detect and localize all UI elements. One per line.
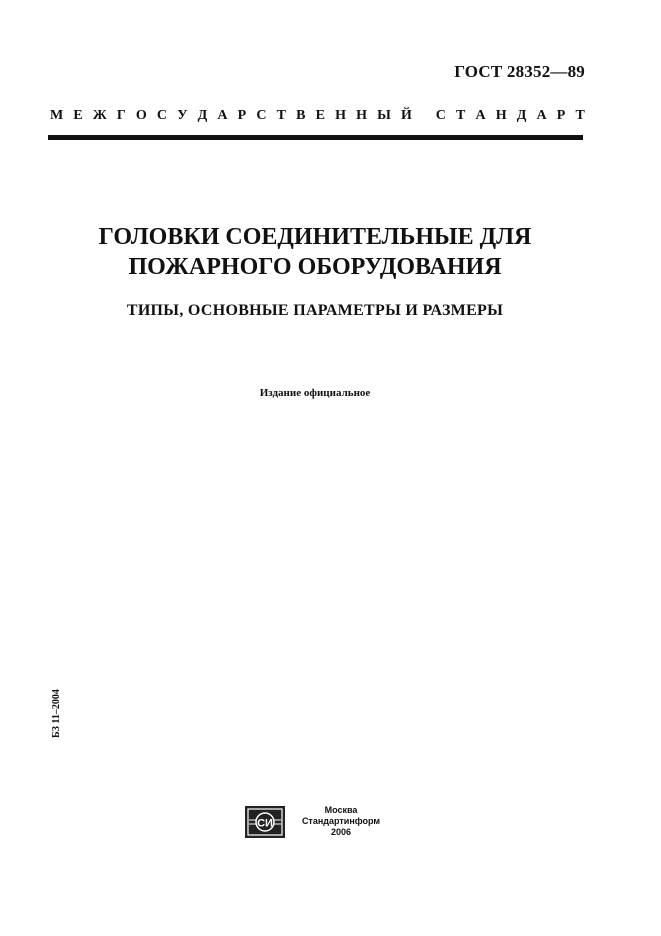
- heading-letter: Н: [495, 108, 507, 123]
- document-code: ГОСТ 28352—89: [454, 62, 585, 81]
- heading-letter: Р: [556, 108, 566, 123]
- heading-letter: Н: [356, 108, 367, 123]
- publisher-year: 2006: [330, 827, 352, 837]
- heading-letter: А: [536, 108, 547, 123]
- publisher-name: Стандартинформ: [301, 816, 381, 826]
- heading-letter: С: [156, 108, 168, 123]
- heading-letter: Р: [237, 108, 247, 123]
- heading-letter: Н: [335, 108, 346, 123]
- heading-letter: Д: [197, 108, 208, 123]
- heading-letter: Е: [315, 108, 325, 123]
- heading-letter: Й: [401, 108, 412, 123]
- edition-note: Издание официальное: [259, 387, 371, 399]
- heading-letter: Д: [516, 108, 527, 123]
- side-note: БЗ 11–2004: [51, 689, 62, 738]
- heading-letter: М: [50, 108, 64, 123]
- header-rule: [48, 135, 583, 140]
- publisher-imprint: [296, 805, 386, 838]
- logo-text: СИ: [257, 817, 273, 830]
- heading-letter: Т: [276, 108, 286, 123]
- heading-letter: А: [475, 108, 486, 123]
- heading-letter: С: [435, 108, 446, 123]
- title-line-2: ПОЖАРНОГО ОБОРУДОВАНИЯ: [128, 254, 502, 280]
- heading-letter: О: [135, 108, 147, 123]
- standartinform-logo: [245, 806, 285, 838]
- document-subtitle: ТИПЫ, ОСНОВНЫЕ ПАРАМЕТРЫ И РАЗМЕРЫ: [126, 302, 504, 319]
- heading-word-gap: [422, 108, 426, 124]
- heading-letter: В: [296, 108, 306, 123]
- heading-letter: С: [256, 108, 267, 123]
- heading-letter: Ж: [92, 108, 107, 123]
- publisher-city: Москва: [324, 805, 358, 815]
- heading-letter: А: [217, 108, 228, 123]
- heading-letter: Ы: [377, 108, 391, 123]
- heading-letter: У: [177, 108, 188, 123]
- interstate-standard-heading: [50, 108, 585, 124]
- heading-letter: Г: [116, 108, 126, 123]
- title-line-1: ГОЛОВКИ СОЕДИНИТЕЛЬНЫЕ ДЛЯ: [98, 224, 532, 250]
- heading-letter: Е: [73, 108, 83, 123]
- heading-letter: Т: [575, 108, 585, 123]
- heading-letter: Т: [455, 108, 466, 123]
- document-title: [0, 222, 630, 282]
